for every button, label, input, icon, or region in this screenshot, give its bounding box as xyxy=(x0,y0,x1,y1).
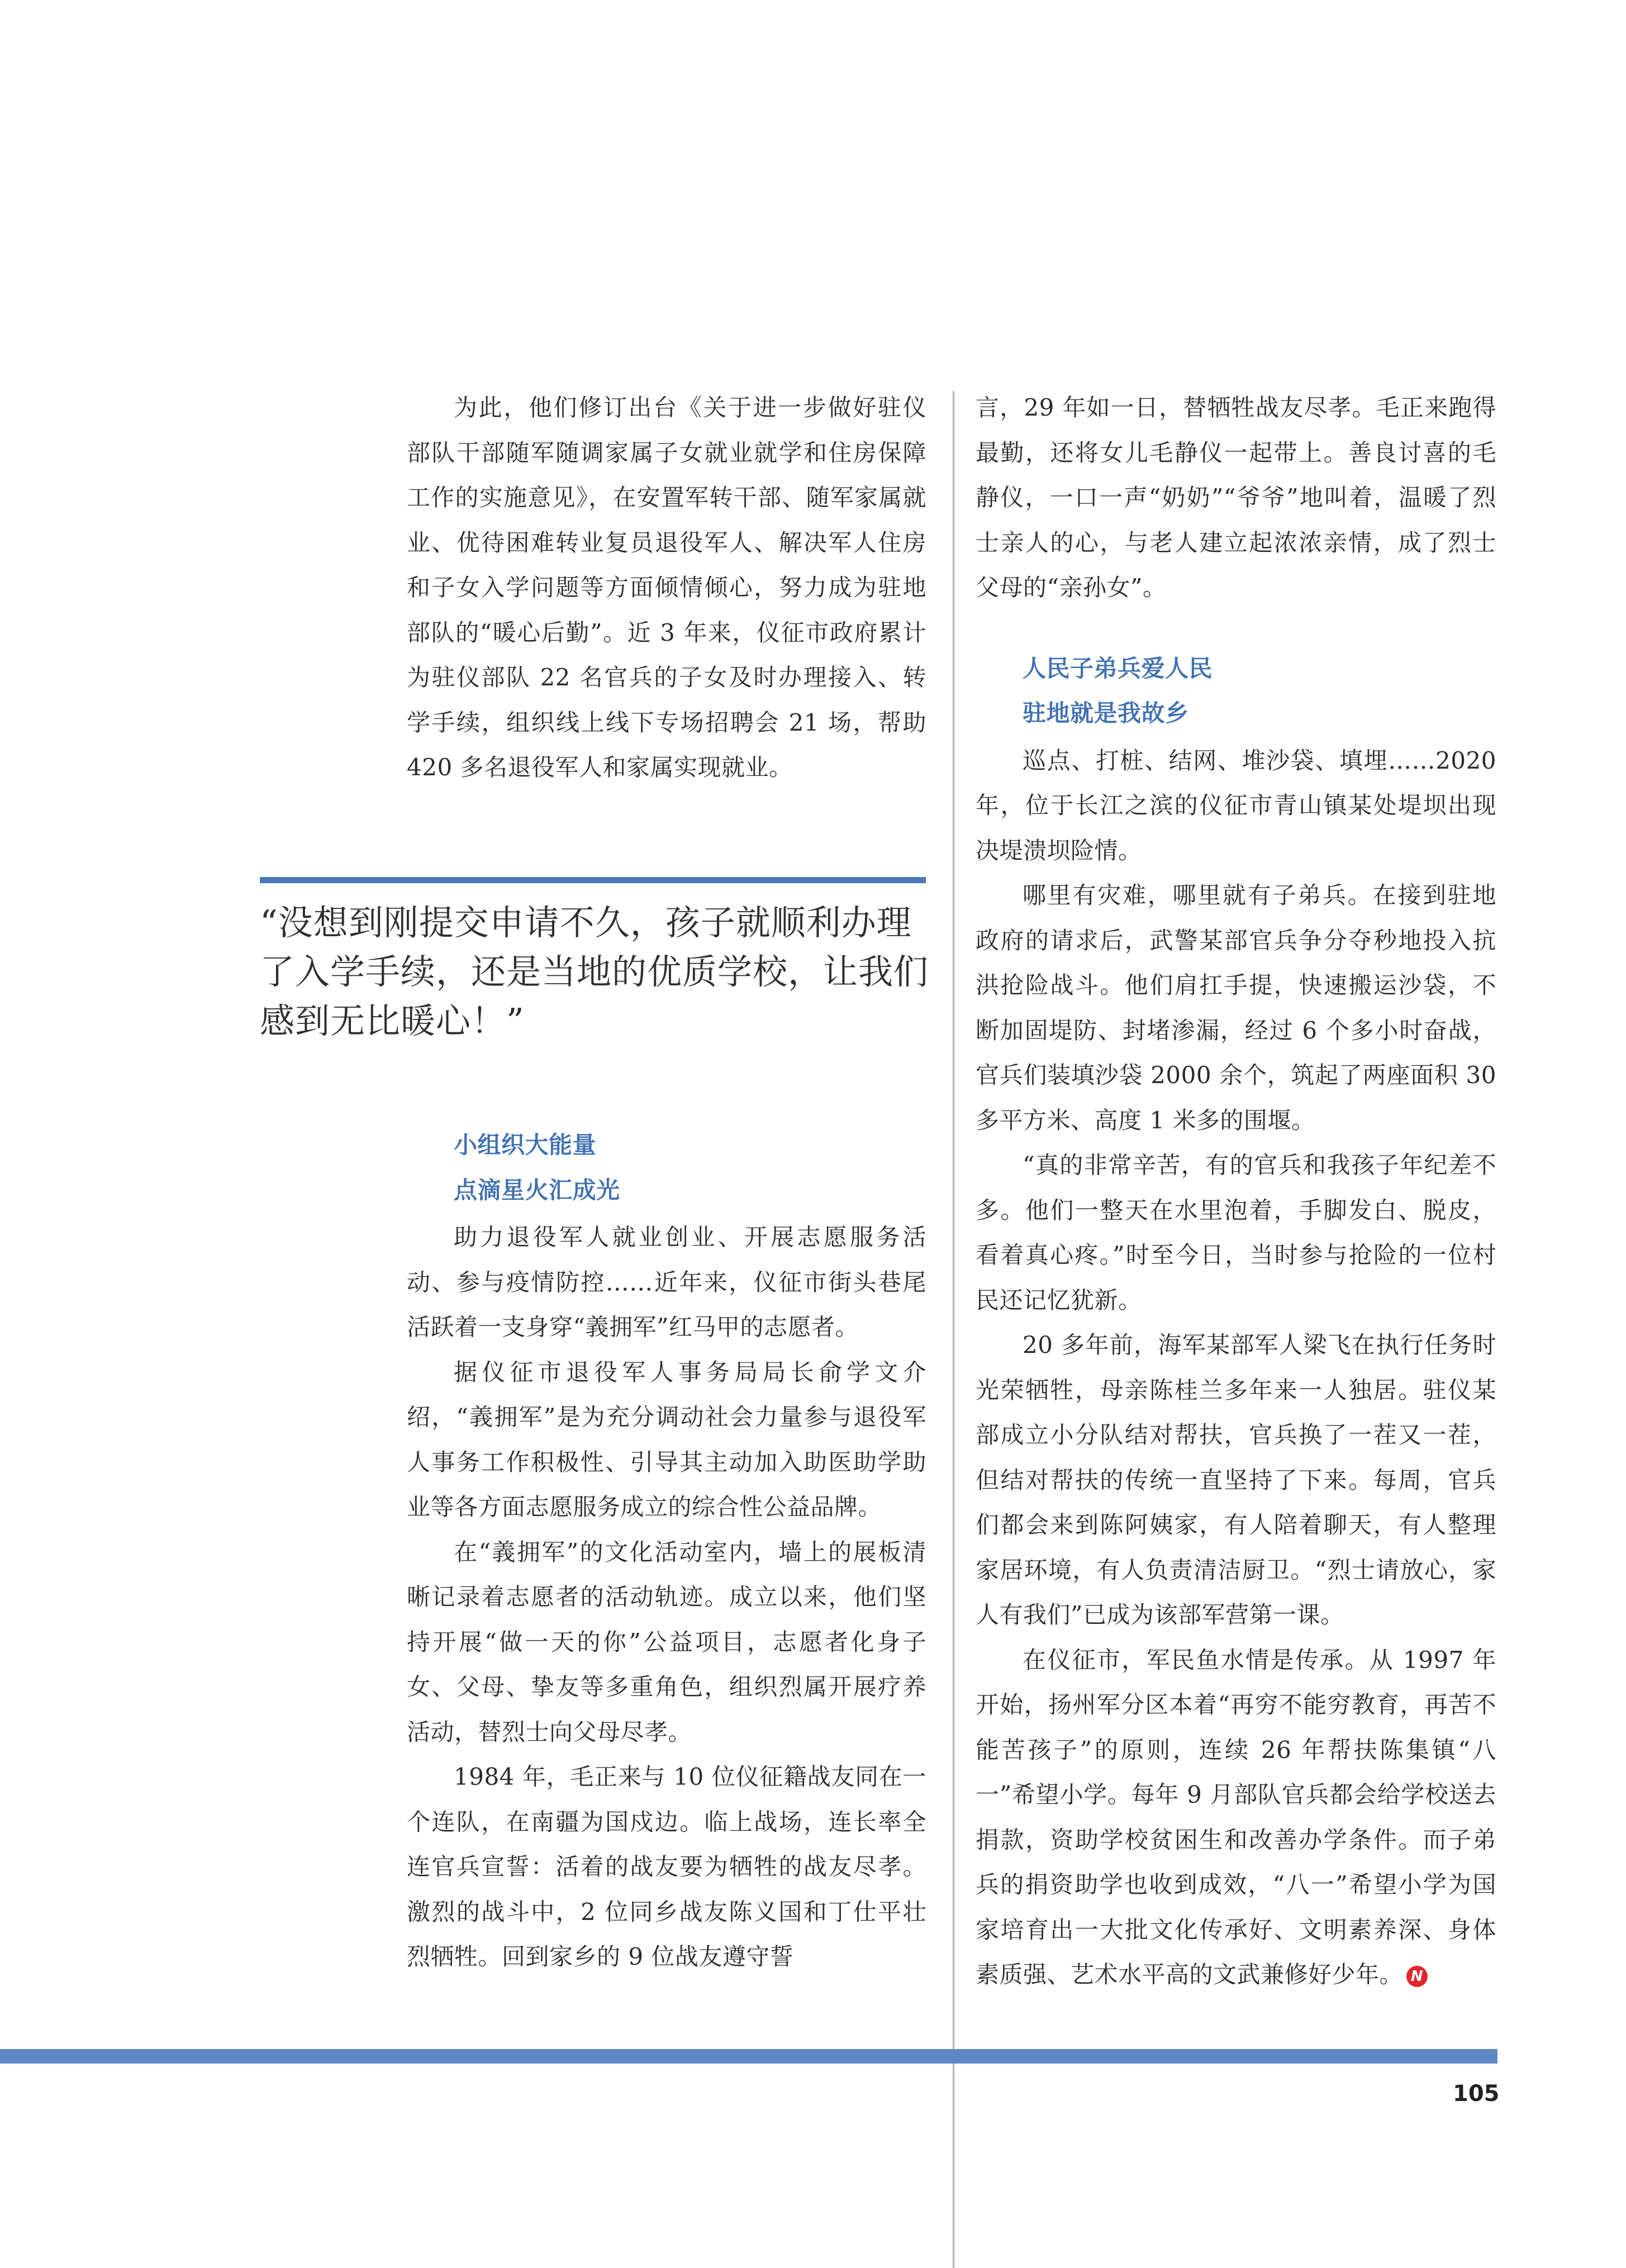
body-paragraph: 为此，他们修订出台《关于进一步做好驻仪部队干部随军随调家属子女就业就学和住房保障工作的实施意见》，在安置军转干部、随军家属就业、优待困难转业复员退役军人、解决军人住房和子女入学问题等方面倾情倾心，努力成为驻地部队的“暖心后勤”。近 3 年来，仪征市政府累计为驻仪部队 22 名官兵的子女及时办理接入、转学手续，组织线上线下专场招聘会 21 场，帮助 420 多名退役军人和家属实现就业。 xyxy=(407,394,926,781)
last-paragraph-text: 在仪征市，军民鱼水情是传承。从 1997 年开始，扬州军分区本着“再穷不能穷教育，再苦不能苦孩子”的原则，连续 26 年帮扶陈集镇“八一”希望小学。每年 9 月部队官兵都会给学校送去捐款，资助学校贫困生和改善办学条件。而子弟兵的捐资助学也收到成效，“八一”希望小学为国家培育出一大批文化传承好、文明素养深、身体素质强、艺术水平高的文武兼修好少年。 xyxy=(976,1646,1496,1988)
right-column xyxy=(976,385,1496,1998)
end-mark-icon: N xyxy=(1406,1966,1428,1987)
body-paragraph: “真的非常辛苦，有的官兵和我孩子年纪差不多。他们一整天在水里泡着，手脚发白、脱皮，看着真心疼。”时至今日，当时参与抢险的一位村民还记忆犹新。 xyxy=(976,1151,1496,1314)
left-column-lower xyxy=(407,1123,926,1980)
column-divider xyxy=(953,391,954,2268)
footer-bar xyxy=(0,2049,1497,2064)
body-paragraph: 1984 年，毛正来与 10 位仪征籍战友同在一个连队，在南疆为国戍边。临上战场，连长率全连官兵宣誓：活着的战友要为牺牲的战友尽孝。激烈的战斗中，2 位同乡战友陈义国和丁仕平壮烈牺牲。回到家乡的 9 位战友遵守誓 xyxy=(407,1763,926,1970)
section-heading-line1: 小组织大能量 xyxy=(454,1131,597,1159)
body-paragraph: 巡点、打桩、结网、堆沙袋、填埋……2020 年，位于长江之滨的仪征市青山镇某处堤坝出现决堤溃坝险情。 xyxy=(976,746,1496,864)
section-heading-line2: 驻地就是我故乡 xyxy=(1023,699,1189,727)
page-number: 105 xyxy=(1453,2081,1500,2107)
body-paragraph: 20 多年前，海军某部军人梁飞在执行任务时光荣牺牲，母亲陈桂兰多年来一人独居。驻仪某部成立小分队结对帮扶，官兵换了一茬又一茬，但结对帮扶的传统一直坚持了下来。每周，官兵们都会来到陈阿姨家，有人陪着聊天，有人整理家居环境，有人负责清洁厨卫。“烈士请放心，家人有我们”已成为该部军营第一课。 xyxy=(976,1331,1496,1628)
left-column xyxy=(407,385,926,790)
body-paragraph: 据仪征市退役军人事务局局长俞学文介绍，“義拥军”是为充分调动社会力量参与退役军人事务工作积极性、引导其主动加入助医助学助业等各方面志愿服务成立的综合性公益品牌。 xyxy=(407,1358,926,1521)
pull-quote: “没想到刚提交申请不久，孩子就顺利办理了入学手续，还是当地的优质学校，让我们感到无比暖心！” xyxy=(260,902,929,1041)
section-heading-line1: 人民子弟兵爱人民 xyxy=(1023,654,1213,682)
pull-quote-rule xyxy=(260,877,926,883)
body-paragraph-last xyxy=(976,1638,1496,1998)
section-heading-line2: 点滴星火汇成光 xyxy=(454,1176,620,1204)
body-paragraph: 在“義拥军”的文化活动室内，墙上的展板清晰记录着志愿者的活动轨迹。成立以来，他们坚持开展“做一天的你”公益项目，志愿者化身子女、父母、挚友等多重角色，组织烈属开展疗养活动，替烈士向父母尽孝。 xyxy=(407,1538,926,1746)
body-paragraph-continued: 言，29 年如一日，替牺牲战友尽孝。毛正来跑得最勤，还将女儿毛静仪一起带上。善良讨喜的毛静仪，一口一声“奶奶”“爷爷”地叫着，温暖了烈士亲人的心，与老人建立起浓浓亲情，成了烈士父母的“亲孙女”。 xyxy=(976,394,1496,601)
body-paragraph: 助力退役军人就业创业、开展志愿服务活动、参与疫情防控……近年来，仪征市街头巷尾活跃着一支身穿“義拥军”红马甲的志愿者。 xyxy=(407,1223,926,1341)
body-paragraph: 哪里有灾难，哪里就有子弟兵。在接到驻地政府的请求后，武警某部官兵争分夺秒地投入抗洪抢险战斗。他们肩扛手提，快速搬运沙袋，不断加固堤防、封堵渗漏，经过 6 个多小时奋战，官兵们装填沙袋 2000 余个，筑起了两座面积 30 多平方米、高度 1 米多的围堰。 xyxy=(976,882,1496,1134)
